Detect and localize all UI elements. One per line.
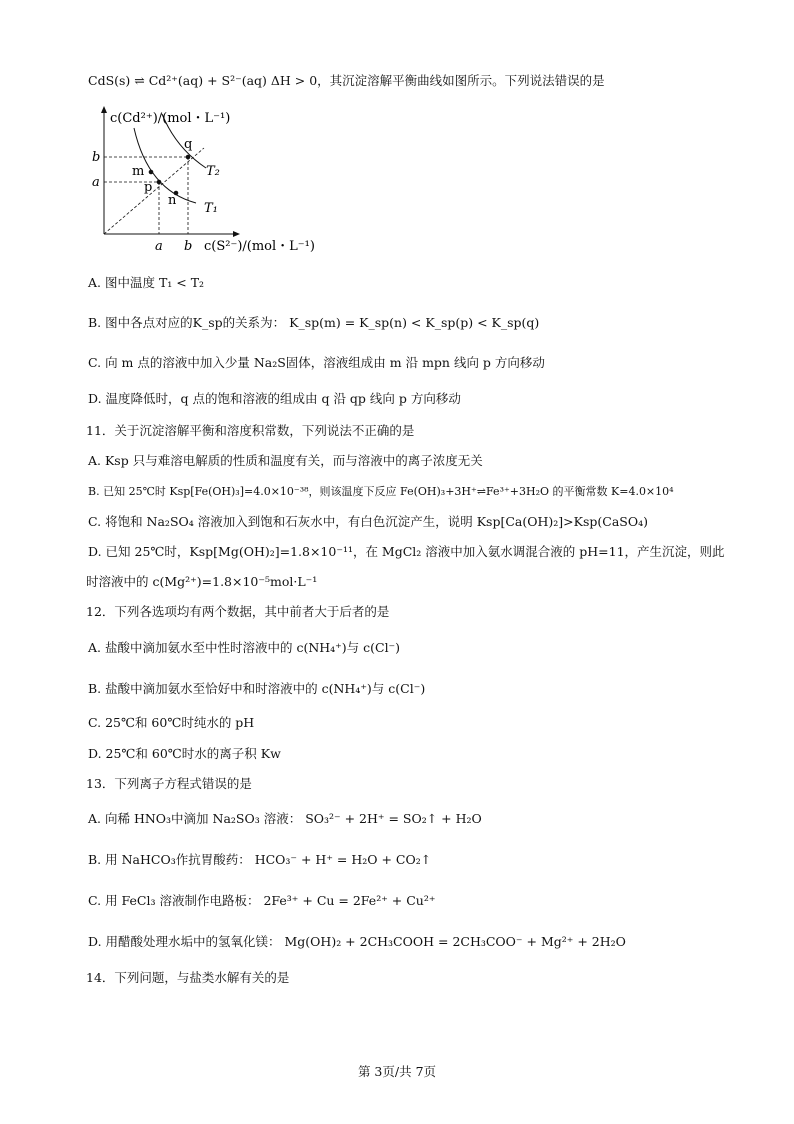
q11-option-d-continued: 时溶液中的 c(Mg²⁺)=1.8×10⁻⁵mol·L⁻¹ [86, 574, 318, 589]
question-12-stem: 12．下列各选项均有两个数据，其中前者大于后者的是 [86, 604, 390, 619]
y-tick-a: a [92, 175, 100, 190]
q13-option-c: C. 用 FeCl₃ 溶液制作电路板： 2Fe³⁺ + Cu = 2Fe²⁺ + Cu²⁺ [88, 893, 436, 908]
y-tick-b: b [92, 150, 101, 165]
question-14-stem: 14．下列问题，与盐类水解有关的是 [86, 970, 290, 985]
diagonal-dashed [104, 148, 204, 234]
question-11-stem: 11．关于沉淀溶解平衡和溶度积常数，下列说法不正确的是 [86, 423, 415, 438]
q13-option-a: A. 向稀 HNO₃中滴加 Na₂SO₃ 溶液： SO₃²⁻ + 2H⁺ = SO₂↑ + H₂O [88, 811, 482, 826]
y-axis-arrow [101, 106, 107, 113]
q12-option-d: D. 25℃和 60℃时水的离子积 Kw [88, 746, 281, 761]
page-footer: 第 3页/共 7页 [357, 1064, 437, 1079]
q11-option-d: D. 已知 25℃时，Ksp[Mg(OH)₂]=1.8×10⁻¹¹，在 MgCl₂ 溶液中加入氨水调混合液的 pH=11，产生沉淀，则此 [88, 544, 725, 559]
q10-option-a: A. 图中温度 T₁ < T₂ [88, 275, 205, 290]
label-p: p [144, 180, 153, 195]
q13-option-b: B. 用 NaHCO₃作抗胃酸药： HCO₃⁻ + H⁺ = H₂O + CO₂↑ [88, 852, 432, 867]
label-t1: T₁ [204, 201, 218, 216]
point-q [186, 155, 191, 160]
label-m: m [132, 164, 145, 179]
dissolution-equilibrium-figure [86, 100, 346, 260]
q12-option-b: B. 盐酸中滴加氨水至恰好中和时溶液中的 c(NH₄⁺)与 c(Cl⁻) [88, 681, 426, 696]
x-tick-b: b [184, 239, 193, 254]
q10-option-d: D. 温度降低时，q 点的饱和溶液的组成由 q 沿 qp 线向 p 方向移动 [88, 391, 461, 406]
y-axis-label: c(Cd²⁺)/(mol・L⁻¹) [110, 111, 231, 126]
x-axis-label: c(S²⁻)/(mol・L⁻¹) [204, 239, 315, 254]
q11-option-b: B. 已知 25℃时 Ksp[Fe(OH)₃]=4.0×10⁻³⁸，则该温度下反应 Fe(OH)₃+3H⁺⇌Fe³⁺+3H₂O 的平衡常数 K=4.0×10⁴ [88, 485, 674, 498]
label-n: n [168, 193, 177, 208]
q13-option-d: D. 用醋酸处理水垢中的氢氧化镁： Mg(OH)₂ + 2CH₃COOH = 2CH₃COO⁻ + Mg²⁺ + 2H₂O [88, 934, 626, 949]
question-13-stem: 13．下列离子方程式错误的是 [86, 776, 252, 791]
q11-option-a: A. Ksp 只与难溶电解质的性质和温度有关，而与溶液中的离子浓度无关 [88, 453, 483, 468]
point-p [157, 180, 162, 185]
x-tick-a: a [155, 239, 163, 254]
point-m [149, 170, 154, 175]
q10-option-b: B. 图中各点对应的K_sp的关系为： K_sp(m) = K_sp(n) < K_sp(p) < K_sp(q) [88, 315, 540, 330]
q11-option-c: C. 将饱和 Na₂SO₄ 溶液加入到饱和石灰水中，有白色沉淀产生，说明 Ksp[Ca(OH)₂]>Ksp(CaSO₄) [88, 514, 648, 529]
x-axis-arrow [233, 231, 240, 237]
label-t2: T₂ [206, 164, 220, 179]
label-q: q [184, 137, 193, 152]
q10-option-c: C. 向 m 点的溶液中加入少量 Na₂S固体，溶液组成由 m 沿 mpn 线向 p 方向移动 [88, 355, 545, 370]
q12-option-c: C. 25℃和 60℃时纯水的 pH [88, 715, 255, 730]
question-10-stem: CdS(s) ⇌ Cd²⁺(aq) + S²⁻(aq) ΔH > 0，其沉淀溶解平衡曲线如图所示。下列说法错误的是 [88, 73, 605, 88]
q12-option-a: A. 盐酸中滴加氨水至中性时溶液中的 c(NH₄⁺)与 c(Cl⁻) [88, 640, 401, 655]
